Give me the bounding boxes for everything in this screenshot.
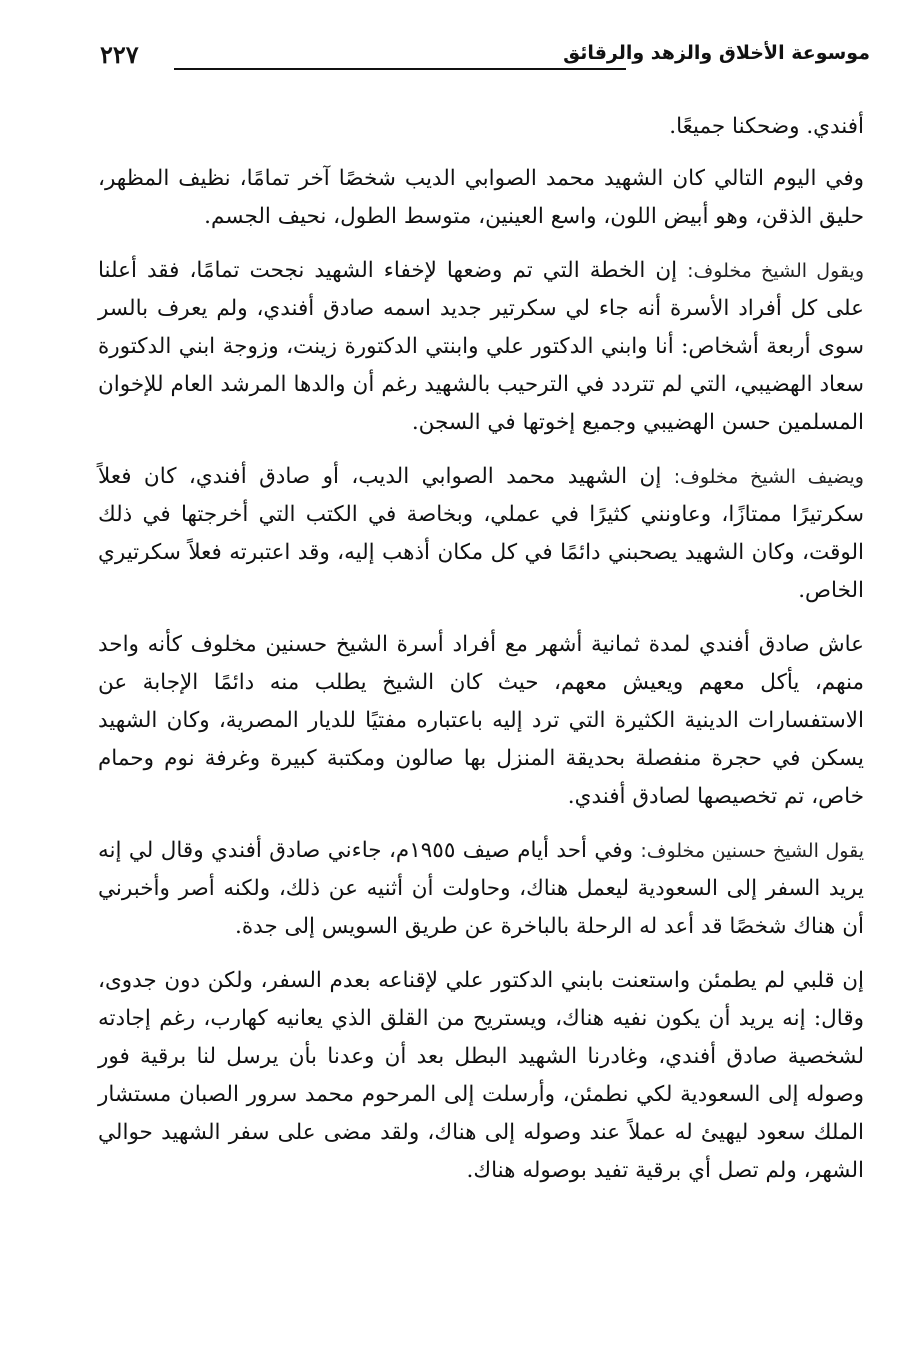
body-text	[98, 108, 864, 1206]
paragraph-3	[98, 252, 864, 442]
speaker-label: يقول الشيخ حسنين مخلوف:	[640, 840, 864, 862]
running-title: موسوعة الأخلاق والزهد والرقائق	[563, 42, 870, 64]
page-number: ٢٢٧	[100, 40, 139, 69]
header-rule	[174, 68, 626, 70]
speaker-label: ويضيف الشيخ مخلوف:	[673, 466, 864, 488]
paragraph-5	[98, 626, 864, 816]
paragraph-1	[98, 108, 864, 146]
paragraph-text: إن الخطة التي تم وضعها لإخفاء الشهيد نجحت تمامًا، فقد أعلنا على كل أفراد الأسرة أنه جاء لي سكرتير جديد اسمه صادق أفندي، ولم يعرف بالسر سوى أربعة أشخاص: أنا وابني الدكتور علي وابنتي الدكتورة زينت، وزوجة ابني الدكتورة سعاد الهضيبي، التي لم تتردد في الترحيب بالشهيد رغم أن والدها المرشد العام للإخوان المسلمين حسن الهضيبي وجميع إخوتها في السجن.	[98, 258, 864, 435]
paragraph-text: أفندي. وضحكنا جميعًا.	[669, 114, 864, 139]
paragraph-text: وفي أحد أيام صيف ١٩٥٥م، جاءني صادق أفندي وقال لي إنه يريد السفر إلى السعودية ليعمل هناك، وحاولت أن أثنيه عن ذلك، ولكنه أصر وأخبرني أن هناك شخصًا قد أعد له الرحلة بالباخرة عن طريق السويس إلى جدة.	[98, 838, 864, 939]
paragraph-text: عاش صادق أفندي لمدة ثمانية أشهر مع أفراد أسرة الشيخ حسنين مخلوف كأنه واحد منهم، يأكل معهم ويعيش معهم، حيث كان الشيخ يطلب منه دائمًا الإجابة عن الاستفسارات الدينية الكثيرة التي ترد إليه باعتباره مفتيًا للديار المصرية، وكان الشهيد يسكن في حجرة منفصلة بحديقة المنزل بها صالون ومكتبة كبيرة وغرفة نوم وحمام خاص، تم تخصيصها لصادق أفندي.	[98, 632, 864, 809]
paragraph-4	[98, 458, 864, 610]
paragraph-text: إن الشهيد محمد الصوابي الديب، أو صادق أفندي، كان فعلاً سكرتيرًا ممتازًا، وعاونني كثيرًا في عملي، وبخاصة في الكتب التي أخرجتها في ذلك الوقت، وكان الشهيد يصحبني دائمًا في كل مكان أذهب إليه، وقد اعتبرته فعلاً سكرتيري الخاص.	[98, 464, 864, 603]
paragraph-text: وفي اليوم التالي كان الشهيد محمد الصوابي الديب شخصًا آخر تمامًا، نظيف المظهر، حليق الذقن، وهو أبيض اللون، واسع العينين، متوسط الطول، نحيف الجسم.	[98, 166, 864, 229]
paragraph-text: إن قلبي لم يطمئن واستعنت بابني الدكتور علي لإقناعه بعدم السفر، ولكن دون جدوى، وقال: إنه يريد أن يكون نفيه هناك، ويستريح من القلق الذي يعانيه كهارب، رغم إجادته لشخصية صادق أفندي، وغادرنا الشهيد البطل بعد أن وعدنا بأن يرسل لنا برقية فور وصوله إلى السعودية لكي نطمئن، وأرسلت إلى المرحوم محمد سرور الصبان مستشار الملك سعود ليهيئ له عملاً عند وصوله إلى هناك، ولقد مضى على سفر الشهيد حوالي الشهر، ولم تصل أي برقية تفيد بوصوله هناك.	[98, 968, 864, 1183]
page-header	[100, 40, 870, 84]
paragraph-2	[98, 160, 864, 236]
paragraph-7	[98, 962, 864, 1190]
speaker-label: ويقول الشيخ مخلوف:	[687, 260, 864, 282]
paragraph-6	[98, 832, 864, 946]
